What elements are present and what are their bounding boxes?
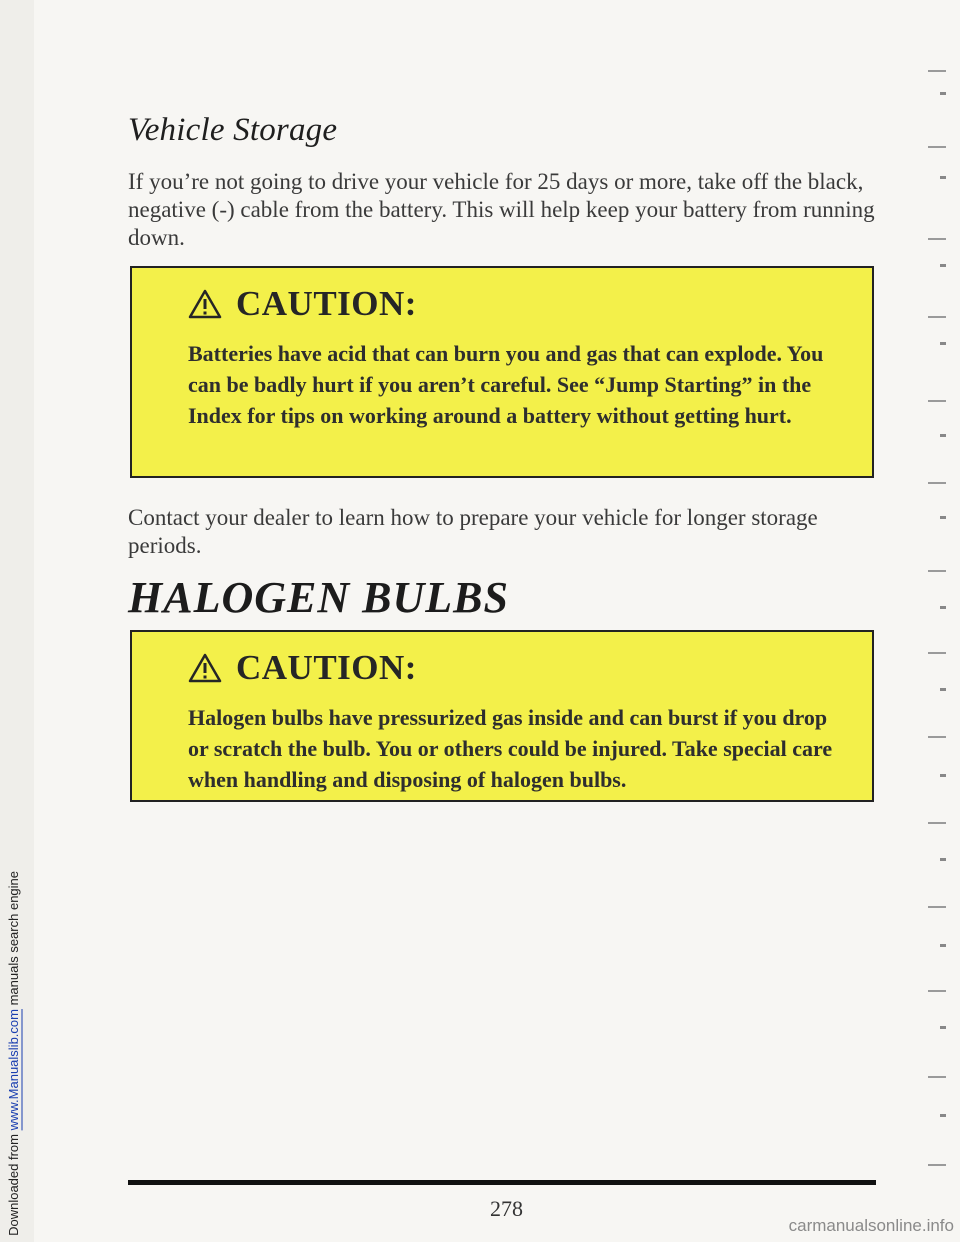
edge-mark bbox=[928, 906, 946, 908]
edge-mark bbox=[940, 774, 946, 777]
watermark: carmanualsonline.info bbox=[788, 1216, 954, 1235]
edge-mark bbox=[940, 606, 946, 609]
edge-mark bbox=[940, 688, 946, 691]
edge-mark bbox=[928, 238, 946, 240]
footer-rule bbox=[128, 1180, 876, 1185]
edge-mark bbox=[928, 1164, 946, 1166]
contact-dealer-paragraph: Contact your dealer to learn how to prepare your vehicle for longer storage periods. bbox=[128, 505, 818, 558]
edge-mark bbox=[940, 342, 946, 345]
edge-mark bbox=[940, 92, 946, 95]
storage-paragraph: If you’re not going to drive your vehicle for 25 days or more, take off the black, negative (-) cable from the battery. This will help keep your battery from running down. bbox=[128, 169, 875, 250]
download-suffix: manuals search engine bbox=[6, 871, 21, 1010]
caution-label: CAUTION: bbox=[236, 284, 417, 323]
edge-mark bbox=[928, 1076, 946, 1078]
vehicle-storage-title: Vehicle Storage bbox=[128, 112, 338, 148]
battery-caution-text: Batteries have acid that can burn you and gas that can explode. You can be badly hurt if you aren’t careful. See “Jump Starting” in the Index for tips on working around a battery without getting hurt. bbox=[188, 341, 824, 428]
halogen-caution-box bbox=[130, 630, 874, 802]
edge-mark bbox=[940, 944, 946, 947]
edge-mark bbox=[928, 570, 946, 572]
page-number: 278 bbox=[490, 1196, 523, 1221]
edge-mark bbox=[940, 1114, 946, 1117]
edge-mark bbox=[940, 264, 946, 267]
edge-mark bbox=[928, 400, 946, 402]
edge-mark bbox=[928, 316, 946, 318]
edge-mark bbox=[940, 858, 946, 861]
edge-mark bbox=[940, 176, 946, 179]
halogen-bulbs-heading: HALOGEN BULBS bbox=[128, 573, 509, 622]
halogen-caution-text: Halogen bulbs have pressurized gas inside and can burst if you drop or scratch the bulb. You or others could be injured. Take special care when handling and disposing of halogen bulbs. bbox=[188, 705, 833, 792]
edge-mark bbox=[928, 652, 946, 654]
edge-mark bbox=[928, 736, 946, 738]
edge-mark bbox=[928, 146, 946, 148]
edge-mark bbox=[928, 822, 946, 824]
download-prefix: Downloaded from bbox=[6, 1130, 21, 1236]
edge-mark bbox=[940, 516, 946, 519]
edge-mark bbox=[928, 482, 946, 484]
warning-triangle-icon bbox=[188, 653, 222, 683]
warning-triangle-icon bbox=[188, 289, 222, 319]
download-notice bbox=[6, 871, 21, 1236]
edge-mark bbox=[928, 70, 946, 72]
caution-header bbox=[188, 284, 836, 324]
edge-mark bbox=[940, 1026, 946, 1029]
battery-caution-box bbox=[130, 266, 874, 478]
download-sidebar bbox=[0, 0, 34, 1242]
caution-label: CAUTION: bbox=[236, 648, 417, 687]
caution-header bbox=[188, 648, 836, 688]
edge-mark bbox=[940, 434, 946, 437]
edge-mark bbox=[928, 990, 946, 992]
manualslib-link[interactable]: www.Manualslib.com bbox=[6, 1009, 21, 1131]
